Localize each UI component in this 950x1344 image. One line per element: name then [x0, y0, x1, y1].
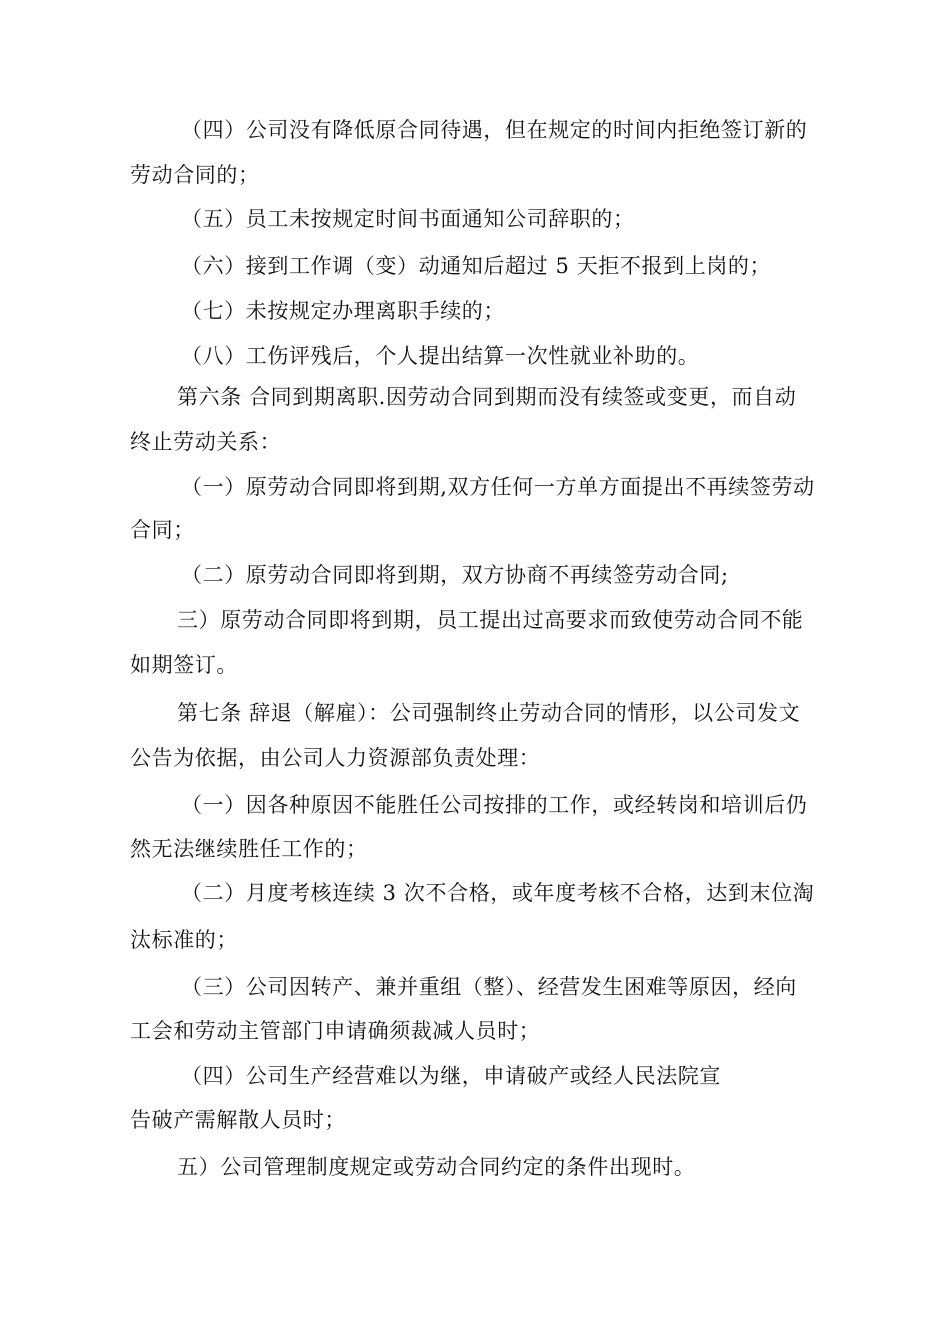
article-6-item-2-line: （二）原劳动合同即将到期，双方协商不再续签劳动合同; [181, 563, 729, 587]
article-6-item-1-line-2: 合同； [130, 518, 195, 542]
article-7-item-4-line-2: 告破产需解散人员时； [130, 1108, 346, 1132]
article-7-line-2: 公告为依据，由公司人力资源部负责处理： [130, 746, 541, 770]
article-7-item-2-line-1: （二）月度考核连续 3 次不合格，或年度考核不合格，达到末位淘 [181, 881, 815, 905]
clause-7-line: （七）未按规定办理离职手续的； [181, 299, 505, 323]
article-7-item-3-line-1: （三）公司因转产、兼并重组（整）、经营发生困难等原因，经向 [181, 975, 797, 999]
article-7-line-1: 第七条 辞退（解雇）：公司强制终止劳动合同的情形，以公司发文 [177, 701, 801, 725]
article-7-item-1-line-1: （一）因各种原因不能胜任公司按排的工作，或经转岗和培训后仍 [181, 793, 808, 817]
article-6-line-1: 第六条 合同到期离职.因劳动合同到期而没有续签或变更，而自动 [177, 385, 797, 409]
article-7-item-1-line-2: 然无法继续胜任工作的； [130, 837, 368, 861]
clause-5-line: （五）员工未按规定时间书面通知公司辞职的； [181, 207, 635, 231]
article-6-item-1-line-1: （一）原劳动合同即将到期,双方任何一方单方面提出不再续签劳动 [181, 475, 815, 499]
article-7-item-3-line-2: 工会和劳动主管部门申请确须裁减人员时； [130, 1019, 541, 1043]
article-6-item-3-line-1: 三）原劳动合同即将到期，员工提出过高要求而致使劳动合同不能 [177, 608, 804, 632]
article-6-item-3-line-2: 如期签订。 [130, 653, 238, 677]
clause-4-line-2: 劳动合同的； [130, 163, 260, 187]
clause-6-line: （六）接到工作调（变）动通知后超过 5 天拒不报到上岗的； [181, 254, 772, 278]
article-7-item-2-line-2: 汰标准的； [130, 928, 238, 952]
article-7-item-5-line: 五）公司管理制度规定或劳动合同约定的条件出现时。 [177, 1155, 696, 1179]
article-6-line-2: 终止劳动关系： [130, 430, 282, 454]
article-7-item-4-line-1: （四）公司生产经营难以为继，申请破产或经人民法院宣 [181, 1064, 721, 1088]
clause-4-line-1: （四）公司没有降低原合同待遇，但在规定的时间内拒绝签订新的 [181, 118, 808, 142]
clause-8-line: （八）工伤评残后，个人提出结算一次性就业补助的。 [181, 344, 700, 368]
